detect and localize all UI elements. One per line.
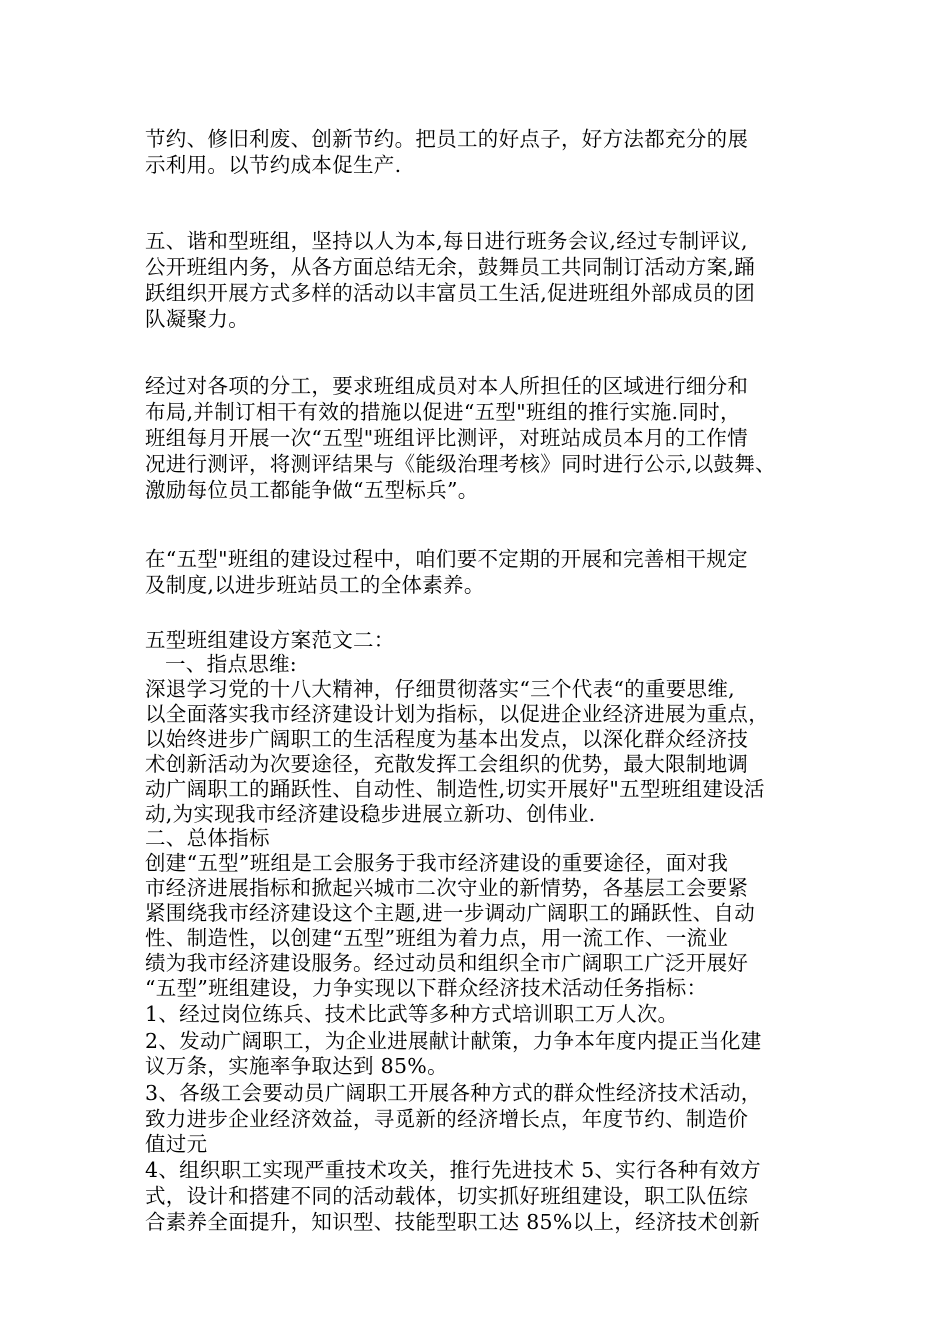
heading-guiding-thought: 一、指点思维: [165,652,298,676]
list-item: 合素养全面提升，知识型、技能型职工达 85%以上，经济技术创新 [145,1210,760,1234]
paragraph-line: 况进行测评，将测评结果与《能级治理考核》同时进行公示,以鼓舞、 [145,452,776,476]
paragraph-line: 班组每月开展一次“五型"班组评比测评，对班站成员本月的工作情 [145,426,748,450]
paragraph-line: 动,为实现我市经济建设稳步进展立新功、创伟业. [145,802,596,826]
paragraph-line: 以全面落实我市经济建设计划为指标，以促进企业经济进展为重点， [145,702,769,726]
paragraph-line: 在“五型"班组的建设过程中，咱们要不定期的开展和完善相干规定 [145,547,748,571]
paragraph-line: 紧围绕我市经济建设这个主题,进一步调动广阔职工的踊跃性、自动 [145,901,756,925]
list-item: 值过元 [145,1132,208,1156]
paragraph-line: 创建“五型”班组是工会服务于我市经济建设的重要途径，面对我 [145,851,729,875]
paragraph-line: 市经济进展指标和掀起兴城市二次守业的新情势，各基层工会要紧 [145,876,749,900]
paragraph-line: 布局,并制订相干有效的措施以促进“五型"班组的推行实施.同时， [145,400,741,424]
list-item: 3、各级工会要动员广阔职工开展各种方式的群众性经济技术活动， [145,1081,762,1105]
paragraph-line: 以始终进步广阔职工的生活程度为基本出发点，以深化群众经济技 [145,727,749,751]
paragraph-line: 动广阔职工的踊跃性、自动性、制造性,切实开展好"五型班组建设活 [145,777,765,801]
list-item: 致力进步企业经济效益，寻觅新的经济增长点，年度节约、制造价 [145,1107,749,1131]
paragraph-line: 激励每位员工都能争做“五型标兵”。 [145,478,479,502]
paragraph-line: “五型”班组建设，力争实现以下群众经济技术活动任务指标： [145,976,708,1000]
paragraph-line: 公开班组内务，从各方面总结无余，鼓舞员工共同制订活动方案,踊 [145,255,756,279]
paragraph-line: 术创新活动为次要途径，充散发挥工会组织的优势，最大限制地调 [145,752,749,776]
paragraph-line: 及制度,以进步班站员工的全体素养。 [145,573,485,597]
paragraph-line: 经过对各项的分工，要求班组成员对本人所担任的区域进行细分和 [145,374,749,398]
list-item: 2、发动广阔职工，为企业进展献计献策，力争本年度内提正当化建 [145,1029,762,1053]
list-item: 1、经过岗位练兵、技术比武等多种方式培训职工万人次。 [145,1002,679,1026]
list-item: 式，设计和搭建不同的活动载体，切实抓好班组建设，职工队伍综 [145,1184,749,1208]
heading-overall-goal: 二、总体指标 [145,826,270,850]
paragraph-line: 队凝聚力。 [145,307,249,331]
paragraph-line: 示利用。以节约成本促生产. [145,153,402,177]
section-title: 五型班组建设方案范文二： [145,628,395,652]
paragraph-line: 绩为我市经济建设服务。经过动员和组织全市广阔职工广泛开展好 [145,951,749,975]
paragraph-line: 性、制造性，以创建“五型”班组为着力点，用一流工作、一流业 [145,926,729,950]
paragraph-line: 跃组织开展方式多样的活动以丰富员工生活,促进班组外部成员的团 [145,281,756,305]
list-item: 4、组织职工实现严重技术攻关，推行先进技术 5、实行各种有效方 [145,1158,761,1182]
list-item: 议万条，实施率争取达到 85%。 [145,1054,448,1078]
paragraph-line: 深退学习党的十八大精神，仔细贯彻落实“三个代表“的重要思维, [145,677,735,701]
paragraph-line: 节约、修旧利废、创新节约。把员工的好点子，好方法都充分的展 [145,127,749,151]
paragraph-line: 五、谐和型班组，坚持以人为本,每日进行班务会议,经过专制评议, [145,229,748,253]
